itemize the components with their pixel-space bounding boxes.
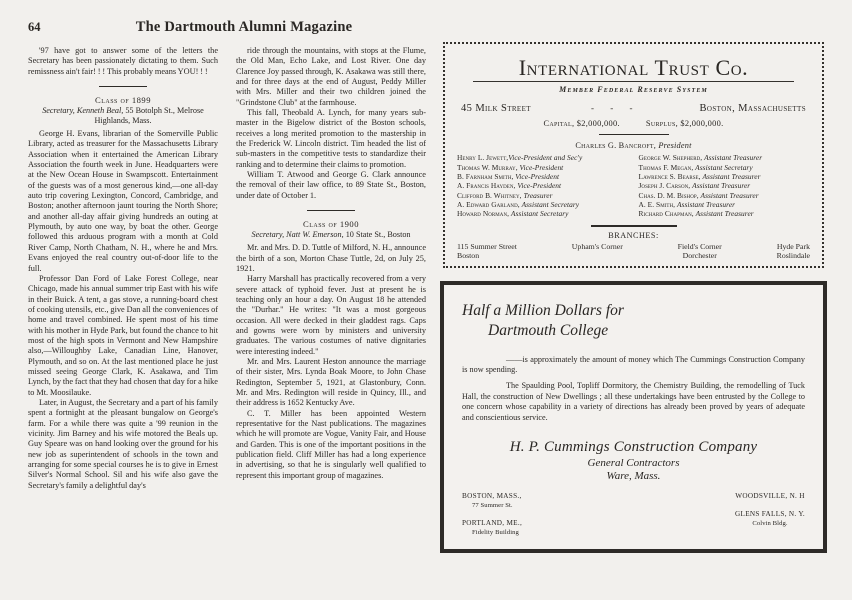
branch-name: Field's Corner <box>677 241 722 251</box>
cummings-paragraph: ——is approximately the amount of money which The Cummings Construction Company is now spending. <box>462 354 805 375</box>
officer-column-left <box>457 153 629 218</box>
officer-column-right <box>639 153 811 218</box>
offices-right <box>735 492 805 528</box>
class-heading-1900: Class of 1900 <box>302 219 360 230</box>
office-entry <box>462 492 522 510</box>
officer-entry <box>457 172 629 181</box>
officer-entry <box>457 200 629 209</box>
cummings-company-name: H. P. Cummings Construction Company <box>509 439 758 456</box>
branch-sub: Roslindale <box>776 250 810 260</box>
officer-title: Assistant Secretary <box>695 162 753 172</box>
text-column-2 <box>236 46 426 481</box>
paragraph: Mr. and Mrs. D. D. Tuttle of Milford, N. H., announce the birth of a son, Morton Chase Tuttle, 2d, on July 25, 1921. <box>236 243 426 273</box>
officer-entry <box>639 200 811 209</box>
officer-title: Vice-President and Sec'y <box>508 153 583 163</box>
officer-entry <box>639 209 811 218</box>
trust-capital: Capital, $2,000,000. <box>543 119 620 128</box>
class-heading-1899: Class of 1899 <box>94 95 152 106</box>
secretary-line-1899 <box>28 106 218 126</box>
officer-entry <box>639 181 811 190</box>
branch-sub: Boston <box>457 250 480 260</box>
offices-left <box>462 492 522 537</box>
trust-capital-row <box>457 119 810 128</box>
officer-title: Assistant Secretary <box>510 209 569 219</box>
branch-sub: Dorchester <box>682 250 717 260</box>
office-entry <box>462 519 522 537</box>
officer-name: Howard Norman, <box>457 209 510 219</box>
officer-title: Assistant Treasurer <box>702 171 761 181</box>
officer-title: Assistant Treasurer <box>676 199 736 209</box>
trust-street: 45 Milk Street <box>461 103 531 114</box>
rule-divider <box>599 134 669 135</box>
officer-title: Vice-President <box>515 171 560 181</box>
cummings-paragraph: The Spaulding Pool, Topliff Dormitory, the Chemistry Building, the remodelling of Tuck Hall, the construction of New Dwellings ; all these undertakings have been entrusted by the College to one concern whose capability in a variety of directions has already been proved by years of adequate and conscientious service. <box>462 380 805 422</box>
running-head <box>0 20 430 40</box>
branch-name: 115 Summer Street <box>457 241 517 251</box>
secretary-name-1900: Secretary, Natt W. Emerson, <box>251 230 344 240</box>
paragraph: Harry Marshall has practically recovered from a very severe attack of typhoid fever. Just at present he is teaching only an hour a day. On August 18 he attended the "Durhar." He writes: "It was a most gorgeous occasion. All were decked in their gladdest rags. Caps and gowns were worn by ministers and university graduates. The various costumes of native dignitaries were interesting indeed." <box>236 274 426 356</box>
branches-list <box>457 242 810 260</box>
officer-entry <box>457 209 629 218</box>
page-folio: 64 <box>28 20 41 34</box>
paragraph: George H. Evans, librarian of the Somerville Public Library, acted as treasurer for the Massachusetts Library Association when it entertained the American Library Association the fourth week in June. Headquarters were at the New Ocean House in Swampscott. Entertainment of the guests was of a most generous kind,—one all-day auto trip covering Lexington, Concord, Cambridge, and Boston; another afternoon jaunt touring the North Shore; and another all-day affair giving hundreds an outing at Plymouth, by auto one way, by boat the other. George followed this arduous program with a month at Cold River Camp, North Chatham, N. H., where he and Mrs. Evans enjoyed the real country out-of-door life to the full. <box>28 129 218 273</box>
president-name: Charles G. Bancroft, <box>575 141 657 151</box>
officer-name: A. Edward Garland, <box>457 199 520 209</box>
paragraph: Professor Dan Ford of Lake Forest College, near Chicago, made his annual summer trip East with his wife in their Buick. A tent, a gas stove, a running-board chest of cooking utensils, etc., give Dan all the conveniences of home and travel combined. He spent most of his time with his mother in Hyde Park, but found the chance to hit most of the high spots in Vermont and New Hampshire also,—Willoughby Lake, Canadian Line, Hanover, Plymouth, and so on. At the last mentioned place he just missed seeing George Clark, K. Asakawa, and Tim Lynch, by the fact that they had chosen that day for a hike to Mt. Moosilauke. <box>28 273 218 397</box>
cummings-location: Ware, Mass. <box>606 470 661 483</box>
trust-address-row <box>461 103 806 114</box>
officer-name: George W. Shepherd, <box>638 153 703 163</box>
trust-dash-leader: - - - <box>590 103 640 113</box>
rule-divider <box>591 225 677 226</box>
trust-surplus: Surplus, $2,000,000. <box>645 119 724 128</box>
office-address: Fidelity Building <box>472 529 519 537</box>
office-city: PORTLAND, ME., <box>462 519 523 528</box>
officer-title: Vice-President <box>517 181 562 191</box>
paragraph: This fall, Theobald A. Lynch, for many years sub-master in the Bigelow district of the Boston schools, receives a long merited promotion to the mastership in the Frederick W. Lincoln district. Tim headed the list of sub-masters in the competitive tests to standardize their ranking and to determine their claims to promotion. <box>236 108 426 169</box>
branch-item <box>678 242 722 260</box>
office-entry <box>735 492 805 501</box>
branch-name: Upham's Corner <box>571 241 623 251</box>
trust-member-line: Member Federal Reserve System <box>473 81 794 94</box>
officer-title: Vice-President <box>519 162 564 172</box>
office-address: 77 Summer St. <box>472 502 513 510</box>
text-column-1 <box>28 46 218 491</box>
officer-entry <box>639 163 811 172</box>
officer-name: Lawrence S. Bearse, <box>638 171 701 181</box>
editorial-columns <box>28 46 434 566</box>
cummings-headline-line1: Half a Million Dollars for <box>462 301 624 319</box>
trust-city: Boston, Massachusetts <box>699 103 806 114</box>
paragraph: William T. Atwood and George G. Clark announce the removal of their law office, to 89 State St., Boston, under date of October 1. <box>236 170 426 200</box>
officer-list <box>457 153 810 218</box>
paragraph: Later, in August, the Secretary and a part of his family spent a fortnight at the pleasant bungalow on George's farm. For a while there was quite a '99 reunion in the vicinity. Jim Barney and his wife motored the Beals up. Guy Speare was on hand looking over the ground for his new job as superintendent of schools in the town and arranging for some special courses he is to give in Ernest Silver's Normal School. Sil and his wife also gave the Secretary's family a delightful day's <box>28 397 218 490</box>
paragraph-continued: ride through the mountains, with stops at the Flume, the Old Man, Echo Lake, and Lost River. One day Clarence Joy passed through, K. Asakawa was still there, and for three days at the end of August, Peddy Miller with Mrs. Miller and their two children joined the "Grindstone Club" at the farmhouse. <box>236 46 426 107</box>
section-divider <box>307 210 355 211</box>
cummings-offices <box>462 492 805 537</box>
branch-item <box>457 242 517 260</box>
secretary-address-1899: 55 Botolph St., Melrose Highlands, Mass. <box>94 106 204 126</box>
officer-entry <box>457 191 629 200</box>
officer-name: Joseph J. Carson, <box>638 181 691 191</box>
officer-title: Assistant Treasurer <box>700 190 759 200</box>
officer-entry <box>457 153 629 162</box>
secretary-line-1900 <box>236 230 426 240</box>
section-divider <box>99 86 147 87</box>
officer-entry <box>457 181 629 190</box>
branch-name: Hyde Park <box>776 241 810 251</box>
cummings-headline <box>462 301 805 341</box>
paragraph-continued: '97 have got to answer some of the letters the Secretary has been passionately dictating to them. Such remissness ain't fair! ! ! This probably means YOU! ! ! <box>28 46 218 76</box>
advertisement-column <box>443 42 824 550</box>
office-city: BOSTON, MASS., <box>462 492 522 501</box>
officer-title: Assistant Secretary <box>521 199 580 209</box>
secretary-name-1899: Secretary, Kenneth Beal, <box>42 106 124 116</box>
officer-entry <box>639 153 811 162</box>
cummings-headline-line2: Dartmouth College <box>488 321 609 339</box>
officer-name: Thomas W. Murray, <box>457 162 518 172</box>
officer-name: Henry L. Jewett, <box>457 153 509 163</box>
paragraph: Mr. and Mrs. Laurent Heston announce the marriage of their sister, Mrs. Lynda Boak Moore, to John Chase Redington, September 5, 1921, at Glastonbury, Conn. Mr. and Mrs. Redington will reside in Quincy, Ill., and their address is 1652 Kentucky Ave. <box>236 356 426 408</box>
officer-entry <box>639 172 811 181</box>
office-address: Colvin Bldg. <box>752 520 788 528</box>
magazine-title: The Dartmouth Alumni Magazine <box>135 19 353 35</box>
officer-title: Assistant Treasurer <box>692 181 751 191</box>
office-city: WOODSVILLE, N. H <box>735 492 805 501</box>
officer-name: Thomas F. Megan, <box>638 162 694 172</box>
officer-name: A. Francis Hayden, <box>457 181 516 191</box>
trust-company-name: International Trust Co. <box>518 55 749 80</box>
officer-name: A. E. Smith, <box>638 199 676 209</box>
ad-international-trust[interactable] <box>443 42 824 268</box>
officer-title: Assistant Treasurer <box>704 153 763 163</box>
cummings-body <box>462 355 805 424</box>
officer-name: B. Farnham Smith, <box>457 171 514 181</box>
officer-name: Richard Chapman, <box>638 209 694 219</box>
officer-entry <box>639 191 811 200</box>
officer-name: Clifford B. Whitney, <box>457 190 522 200</box>
branch-item <box>777 242 810 260</box>
officer-title: Assistant Treasurer <box>695 209 754 219</box>
secretary-address-1900: 10 State St., Boston <box>343 230 411 240</box>
officer-name: Chas. D. M. Bishop, <box>638 190 699 200</box>
office-entry <box>735 510 805 528</box>
officer-title: Treasurer <box>523 190 553 200</box>
ad-cummings-construction[interactable] <box>443 284 824 551</box>
trust-president-line <box>457 141 810 150</box>
branch-item <box>572 242 623 260</box>
officer-entry <box>457 163 629 172</box>
branches-heading: BRANCHES: <box>608 230 659 240</box>
president-title: President <box>658 141 692 151</box>
cummings-tagline: General Contractors <box>587 457 680 470</box>
paragraph: C. T. Miller has been appointed Western representative for the Nast publications. The magazines which he will promote are Vogue, Vanity Fair, and House and Garden. This is one of the important positions in the publication field. Cliff Miller has had a long experience in advertising, so that he is singularly well qualified to represent this important group of magazines. <box>236 408 426 480</box>
office-city: GLENS FALLS, N. Y. <box>735 510 805 519</box>
